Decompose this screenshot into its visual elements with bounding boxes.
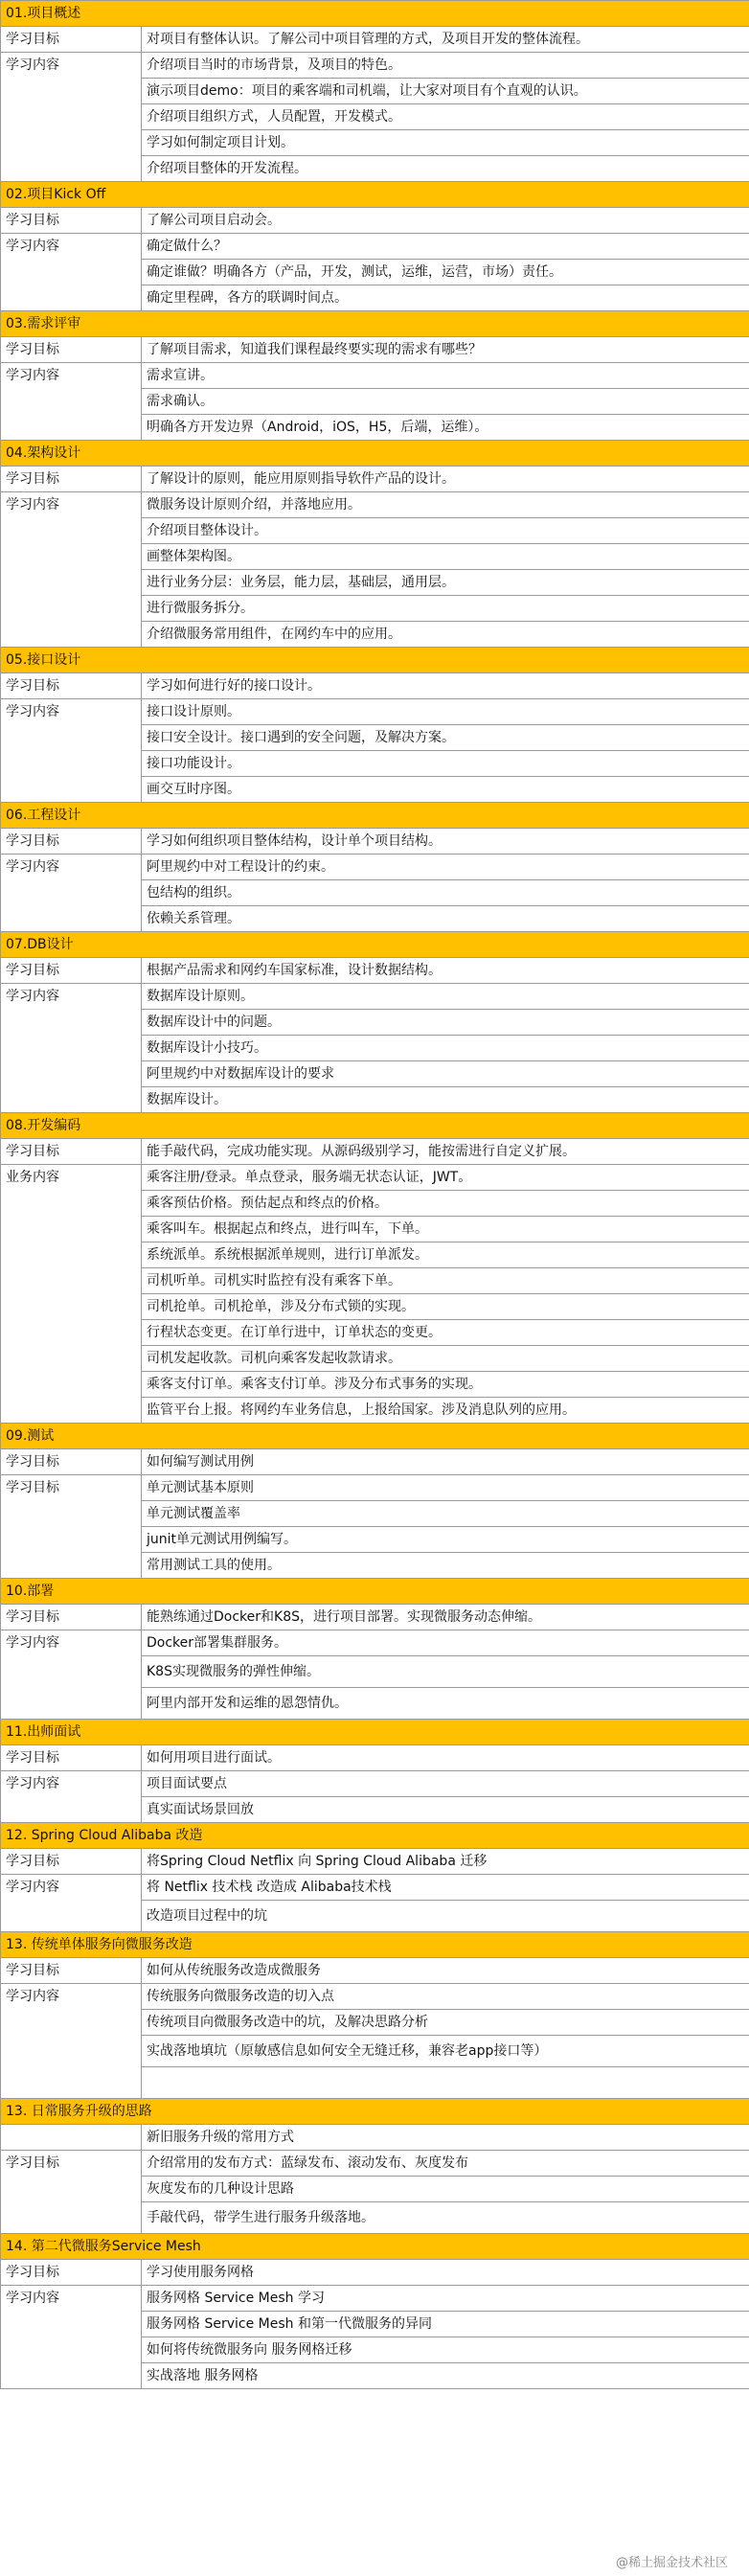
table-row bbox=[1, 1745, 749, 1771]
row-content: 阿里内部开发和运维的恩怨情仇。 bbox=[142, 1688, 749, 1720]
table-row bbox=[1, 1771, 749, 1797]
row-label: 学习内容 bbox=[1, 492, 142, 648]
table-row bbox=[1, 1958, 749, 1984]
row-label: 学习目标 bbox=[1, 467, 142, 492]
row-content: 如何用项目进行面试。 bbox=[142, 1745, 749, 1771]
row-label: 学习内容 bbox=[1, 1771, 142, 1823]
row-content: 确定做什么？ bbox=[142, 234, 749, 260]
table-row bbox=[1, 53, 749, 79]
row-content: 了解公司项目启动会。 bbox=[142, 208, 749, 234]
row-label: 学习内容 bbox=[1, 984, 142, 1113]
table-row bbox=[1, 855, 749, 880]
table-row bbox=[1, 2151, 749, 2177]
section-header bbox=[1, 441, 749, 467]
table-row bbox=[1, 1449, 749, 1475]
row-label: 学习内容 bbox=[1, 53, 142, 182]
row-content: 实战落地 服务网格 bbox=[142, 2363, 749, 2389]
row-content: 介绍项目组织方式，人员配置，开发模式。 bbox=[142, 104, 749, 130]
row-content: 如何从传统服务改造成微服务 bbox=[142, 1958, 749, 1984]
table-row bbox=[1, 27, 749, 53]
section-title: 02.项目Kick Off bbox=[1, 182, 749, 208]
row-content: 乘客注册/登录。单点登录，服务端无状态认证，JWT。 bbox=[142, 1165, 749, 1191]
row-content: Docker部署集群服务。 bbox=[142, 1630, 749, 1656]
course-outline-body bbox=[1, 1, 749, 2389]
row-content: 介绍项目当时的市场背景，及项目的特色。 bbox=[142, 53, 749, 79]
row-content: 确定里程碑，各方的联调时间点。 bbox=[142, 285, 749, 311]
row-content: 需求确认。 bbox=[142, 389, 749, 415]
row-content: 乘客叫车。根据起点和终点，进行叫车，下单。 bbox=[142, 1217, 749, 1242]
section-header bbox=[1, 1424, 749, 1449]
section-header bbox=[1, 1720, 749, 1745]
row-content: 项目面试要点 bbox=[142, 1771, 749, 1797]
row-content: 乘客支付订单。乘客支付订单。涉及分布式事务的实现。 bbox=[142, 1372, 749, 1398]
row-content: 画交互时序图。 bbox=[142, 777, 749, 803]
table-row bbox=[1, 958, 749, 984]
row-label: 学习目标 bbox=[1, 958, 142, 984]
row-label: 学习目标 bbox=[1, 337, 142, 363]
section-header bbox=[1, 2234, 749, 2260]
table-row bbox=[1, 2125, 749, 2151]
section-header bbox=[1, 311, 749, 337]
row-content: 学习如何制定项目计划。 bbox=[142, 130, 749, 156]
row-content: 学习使用服务网格 bbox=[142, 2260, 749, 2286]
row-content: 微服务设计原则介绍，并落地应用。 bbox=[142, 492, 749, 518]
row-content: 根据产品需求和网约车国家标准，设计数据结构。 bbox=[142, 958, 749, 984]
row-label: 学习目标 bbox=[1, 1605, 142, 1630]
table-row bbox=[1, 829, 749, 855]
section-title: 08.开发编码 bbox=[1, 1113, 749, 1139]
section-title: 12. Spring Cloud Alibaba 改造 bbox=[1, 1823, 749, 1849]
row-label: 学习内容 bbox=[1, 1875, 142, 1932]
row-content: 单元测试覆盖率 bbox=[142, 1501, 749, 1527]
row-content: 传统项目向微服务改造中的坑，及解决思路分析 bbox=[142, 2010, 749, 2036]
table-row bbox=[1, 984, 749, 1010]
row-label: 业务内容 bbox=[1, 1165, 142, 1424]
table-row bbox=[1, 208, 749, 234]
row-content: 实战落地填坑（原敏感信息如何安全无缝迁移，兼容老app接口等） bbox=[142, 2036, 749, 2067]
table-row bbox=[1, 234, 749, 260]
section-title: 13. 日常服务升级的思路 bbox=[1, 2099, 749, 2125]
table-row bbox=[1, 492, 749, 518]
row-content: 能手敲代码，完成功能实现。从源码级别学习，能按需进行自定义扩展。 bbox=[142, 1139, 749, 1165]
row-label: 学习内容 bbox=[1, 234, 142, 311]
row-content: 传统服务向微服务改造的切入点 bbox=[142, 1984, 749, 2010]
row-content: 服务网格 Service Mesh 学习 bbox=[142, 2286, 749, 2312]
row-label: 学习内容 bbox=[1, 1630, 142, 1720]
row-content: 接口安全设计。接口遇到的安全问题，及解决方案。 bbox=[142, 725, 749, 751]
table-row bbox=[1, 1165, 749, 1191]
row-label: 学习目标 bbox=[1, 1449, 142, 1475]
row-content: 灰度发布的几种设计思路 bbox=[142, 2177, 749, 2202]
row-content: 如何编写测试用例 bbox=[142, 1449, 749, 1475]
table-row bbox=[1, 1630, 749, 1656]
table-row bbox=[1, 363, 749, 389]
row-label: 学习内容 bbox=[1, 2286, 142, 2389]
row-content: 进行业务分层：业务层，能力层，基础层，通用层。 bbox=[142, 570, 749, 596]
row-content: 司机发起收款。司机向乘客发起收款请求。 bbox=[142, 1346, 749, 1372]
table-row bbox=[1, 1984, 749, 2010]
section-title: 03.需求评审 bbox=[1, 311, 749, 337]
row-content: 介绍微服务常用组件，在网约车中的应用。 bbox=[142, 622, 749, 648]
row-content: 监管平台上报。将网约车业务信息，上报给国家。涉及消息队列的应用。 bbox=[142, 1398, 749, 1424]
section-title: 07.DB设计 bbox=[1, 932, 749, 958]
row-content: 手敲代码，带学生进行服务升级落地。 bbox=[142, 2202, 749, 2234]
row-label: 学习内容 bbox=[1, 1984, 142, 2099]
row-content: 介绍项目整体的开发流程。 bbox=[142, 156, 749, 182]
table-row bbox=[1, 1475, 749, 1501]
row-content: 了解项目需求，知道我们课程最终要实现的需求有哪些？ bbox=[142, 337, 749, 363]
row-label: 学习目标 bbox=[1, 829, 142, 855]
row-content: 接口功能设计。 bbox=[142, 751, 749, 777]
row-content: 如何将传统微服务向 服务网格迁移 bbox=[142, 2337, 749, 2363]
row-content: 单元测试基本原则 bbox=[142, 1475, 749, 1501]
row-content: 行程状态变更。在订单行进中，订单状态的变更。 bbox=[142, 1320, 749, 1346]
row-label: 学习内容 bbox=[1, 363, 142, 441]
section-header bbox=[1, 1, 749, 27]
row-label: 学习目标 bbox=[1, 1139, 142, 1165]
row-label: 学习目标 bbox=[1, 2151, 142, 2234]
section-header bbox=[1, 932, 749, 958]
row-content: K8S实现微服务的弹性伸缩。 bbox=[142, 1656, 749, 1688]
row-label: 学习目标 bbox=[1, 673, 142, 699]
row-label: 学习目标 bbox=[1, 208, 142, 234]
row-content: 演示项目demo：项目的乘客端和司机端，让大家对项目有个直观的认识。 bbox=[142, 79, 749, 104]
section-header bbox=[1, 1823, 749, 1849]
row-content: 将Spring Cloud Netflix 向 Spring Cloud Alibaba 迁移 bbox=[142, 1849, 749, 1875]
section-title: 09.测试 bbox=[1, 1424, 749, 1449]
section-header bbox=[1, 803, 749, 829]
row-content: 系统派单。系统根据派单规则，进行订单派发。 bbox=[142, 1242, 749, 1268]
row-content: 介绍常用的发布方式：蓝绿发布、滚动发布、灰度发布 bbox=[142, 2151, 749, 2177]
row-label: 学习内容 bbox=[1, 699, 142, 803]
row-label: 学习目标 bbox=[1, 1745, 142, 1771]
table-row bbox=[1, 1139, 749, 1165]
section-header bbox=[1, 1932, 749, 1958]
row-content: 进行微服务拆分。 bbox=[142, 596, 749, 622]
section-header bbox=[1, 1113, 749, 1139]
row-content: 司机抢单。司机抢单，涉及分布式锁的实现。 bbox=[142, 1294, 749, 1320]
row-content: junit单元测试用例编写。 bbox=[142, 1527, 749, 1553]
row-content: 依赖关系管理。 bbox=[142, 906, 749, 932]
section-title: 01.项目概述 bbox=[1, 1, 749, 27]
row-content: 了解设计的原则，能应用原则指导软件产品的设计。 bbox=[142, 467, 749, 492]
row-content: 学习如何进行好的接口设计。 bbox=[142, 673, 749, 699]
row-label: 学习目标 bbox=[1, 1849, 142, 1875]
row-label: 学习目标 bbox=[1, 27, 142, 53]
section-title: 10.部署 bbox=[1, 1579, 749, 1605]
row-content: 数据库设计原则。 bbox=[142, 984, 749, 1010]
row-content: 包结构的组织。 bbox=[142, 880, 749, 906]
row-label: 学习内容 bbox=[1, 855, 142, 932]
row-content: 学习如何组织项目整体结构，设计单个项目结构。 bbox=[142, 829, 749, 855]
row-content: 数据库设计中的问题。 bbox=[142, 1010, 749, 1036]
section-title: 06.工程设计 bbox=[1, 803, 749, 829]
table-row bbox=[1, 673, 749, 699]
section-header bbox=[1, 182, 749, 208]
row-content: 需求宣讲。 bbox=[142, 363, 749, 389]
section-title: 11.出师面试 bbox=[1, 1720, 749, 1745]
row-content: 阿里规约中对工程设计的约束。 bbox=[142, 855, 749, 880]
section-header bbox=[1, 2099, 749, 2125]
section-title: 04.架构设计 bbox=[1, 441, 749, 467]
row-label: 学习目标 bbox=[1, 1958, 142, 1984]
row-content: 阿里规约中对数据库设计的要求 bbox=[142, 1061, 749, 1087]
watermark: @稀土掘金技术社区 bbox=[615, 2556, 728, 2570]
table-row bbox=[1, 1849, 749, 1875]
row-content: 接口设计原则。 bbox=[142, 699, 749, 725]
row-content: 常用测试工具的使用。 bbox=[142, 1553, 749, 1579]
table-row bbox=[1, 1605, 749, 1630]
row-content: 新旧服务升级的常用方式 bbox=[142, 2125, 749, 2151]
row-content: 数据库设计小技巧。 bbox=[142, 1036, 749, 1061]
row-content: 数据库设计。 bbox=[142, 1087, 749, 1113]
row-content: 对项目有整体认识。了解公司中项目管理的方式，及项目开发的整体流程。 bbox=[142, 27, 749, 53]
section-title: 05.接口设计 bbox=[1, 648, 749, 673]
row-content: 乘客预估价格。预估起点和终点的价格。 bbox=[142, 1191, 749, 1217]
row-label: 学习目标 bbox=[1, 2260, 142, 2286]
table-row bbox=[1, 2260, 749, 2286]
table-row bbox=[1, 2286, 749, 2312]
row-content: 介绍项目整体设计。 bbox=[142, 518, 749, 544]
section-title: 13. 传统单体服务向微服务改造 bbox=[1, 1932, 749, 1958]
row-content: 真实面试场景回放 bbox=[142, 1797, 749, 1823]
table-row bbox=[1, 337, 749, 363]
row-label bbox=[1, 2125, 142, 2151]
row-content: 改造项目过程中的坑 bbox=[142, 1901, 749, 1932]
row-content: 确定谁做？明确各方（产品，开发，测试，运维，运营，市场）责任。 bbox=[142, 260, 749, 285]
row-content: 能熟练通过Docker和K8S，进行项目部署。实现微服务动态伸缩。 bbox=[142, 1605, 749, 1630]
row-label: 学习目标 bbox=[1, 1475, 142, 1579]
table-row bbox=[1, 1875, 749, 1901]
section-header bbox=[1, 1579, 749, 1605]
row-content: 画整体架构图。 bbox=[142, 544, 749, 570]
table-row bbox=[1, 467, 749, 492]
row-content: 司机听单。司机实时监控有没有乘客下单。 bbox=[142, 1268, 749, 1294]
section-header bbox=[1, 648, 749, 673]
section-title: 14. 第二代微服务Service Mesh bbox=[1, 2234, 749, 2260]
row-content: 服务网格 Service Mesh 和第一代微服务的异同 bbox=[142, 2312, 749, 2337]
table-row bbox=[1, 699, 749, 725]
row-content bbox=[142, 2067, 749, 2099]
row-content: 明确各方开发边界（Android，iOS，H5，后端，运维）。 bbox=[142, 415, 749, 441]
row-content: 将 Netflix 技术栈 改造成 Alibaba技术栈 bbox=[142, 1875, 749, 1901]
